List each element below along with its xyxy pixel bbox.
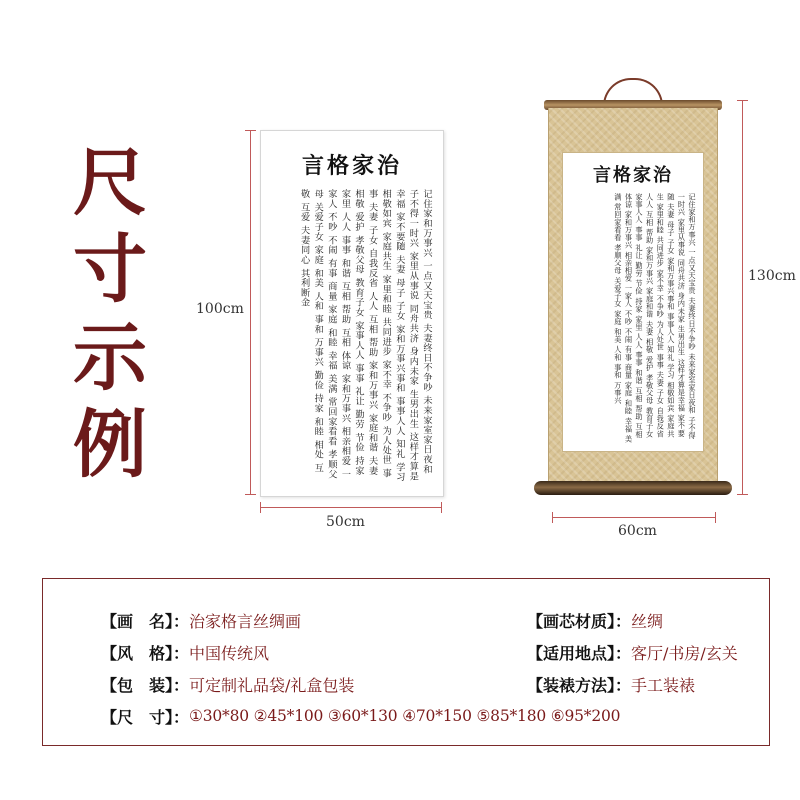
small-paper-calligraphy: 记住家和万事兴 一点又天宝贵 夫妻终日不争吵 未来家室家日夜和 子不得一时兴 家里从事说 同舟共济 身内未家 生男出生 这样才算是幸福 家不要随 夫妻 母子 子女 家和万事兴事和 事事人人 知礼 学习 相敬如宾 家庭共生 家里和睦 共同进步 家不幸 不争吵 为人处世 事事 夫妻 子女 自我反省 人人 互相 帮助 家和万事兴 家庭和谐 夫妻 相敬 爱护 孝敬父母 教育子女 家事人人 事事 礼让 勤劳 节俭 持家 家里 人人 事事 和谐 互相 帮助 互相 体谅 家和万事兴 相亲相爱 一家人 不吵 不闹 有事 商量 家庭 和睦 幸福 美满 常回家看看 孝顺父母 关爱子女 家庭 和美 人和 事和 万事兴 勤俭 持家 和睦 相处 互敬 互爱 夫妻同心 其利断金	[298, 189, 432, 482]
spec-pack-value: 可定制礼品袋/礼盒包装	[189, 675, 355, 695]
spec-place-value: 客厅/书房/玄关	[631, 643, 738, 663]
scroll-bottom-rod	[534, 481, 732, 495]
spec-row-4	[101, 701, 755, 731]
scroll-paper-title: 言格家治	[593, 165, 673, 186]
spec-mount-key: 【装裱方法】：	[527, 675, 632, 695]
spec-size-key: 【尺 寸】：	[101, 707, 190, 727]
left-height-line	[250, 130, 251, 495]
spec-place-key: 【适用地点】：	[527, 643, 632, 663]
right-width-line	[552, 517, 716, 518]
spec-style-value: 中国传统风	[189, 643, 270, 663]
left-height-label: 100cm	[196, 301, 244, 317]
product-spec-box	[42, 578, 770, 746]
size-example-heading	[70, 140, 150, 489]
spec-row-2	[101, 637, 755, 667]
spec-mount-value: 手工装裱	[631, 675, 696, 695]
spec-name-key: 【画 名】：	[101, 611, 190, 631]
heading-char-3: 示	[73, 314, 147, 401]
spec-size-value: ①30*80 ②45*100 ③60*130 ④70*150 ⑤85*180 ⑥95*200	[189, 707, 621, 725]
scroll-paper-core	[562, 152, 704, 452]
small-paper-sample	[260, 130, 444, 497]
right-height-line	[742, 100, 743, 495]
right-width-label: 60cm	[618, 523, 657, 539]
left-width-line	[260, 507, 442, 508]
scroll-calligraphy: 记住家和万事兴 一点又天宝贵 夫妻终日不争吵 未来家室家日夜和 子不得一时兴 家里从事说 同舟共济 身内未家 生男出生 这样才算是幸福 家不要随 夫妻 母子 子女 家和万事兴事和 事事人人 知礼 学习 相敬如宾 家庭共生 家里和睦 共同进步 家不幸 不争吵 为人处世 事事 夫妻 子女 自我反省 人人 互相 帮助 家和万事兴 家庭和谐 夫妻 相敬 爱护 孝敬父母 教育子女 家事人人 事事 礼让 勤劳 节俭 持家 家里 人人 事事 和谐 互相 帮助 互相 体谅 家和万事兴 相亲相爱 一家人 不吵 不闹 有事 商量 家庭 和睦 幸福 美满 常回家看看 孝顺父母 关爱子女 家庭 和美 人和 事和 万事兴	[613, 193, 697, 443]
spec-row-3	[101, 669, 755, 699]
heading-char-2: 寸	[73, 227, 147, 314]
spec-style-key: 【风 格】：	[101, 643, 190, 663]
spec-pack-key: 【包 装】：	[101, 675, 190, 695]
heading-char-1: 尺	[73, 140, 147, 226]
spec-row-1	[101, 605, 755, 635]
small-paper-title: 言格家治	[301, 153, 402, 179]
spec-name-value: 治家格言丝绸画	[189, 611, 302, 631]
spec-material-value: 丝绸	[631, 611, 664, 631]
spec-material-key: 【画芯材质】：	[527, 611, 632, 631]
silk-scroll-sample	[548, 100, 718, 495]
heading-char-4: 例	[73, 401, 147, 488]
right-height-label: 130cm	[748, 268, 796, 284]
left-width-label: 50cm	[326, 514, 365, 530]
